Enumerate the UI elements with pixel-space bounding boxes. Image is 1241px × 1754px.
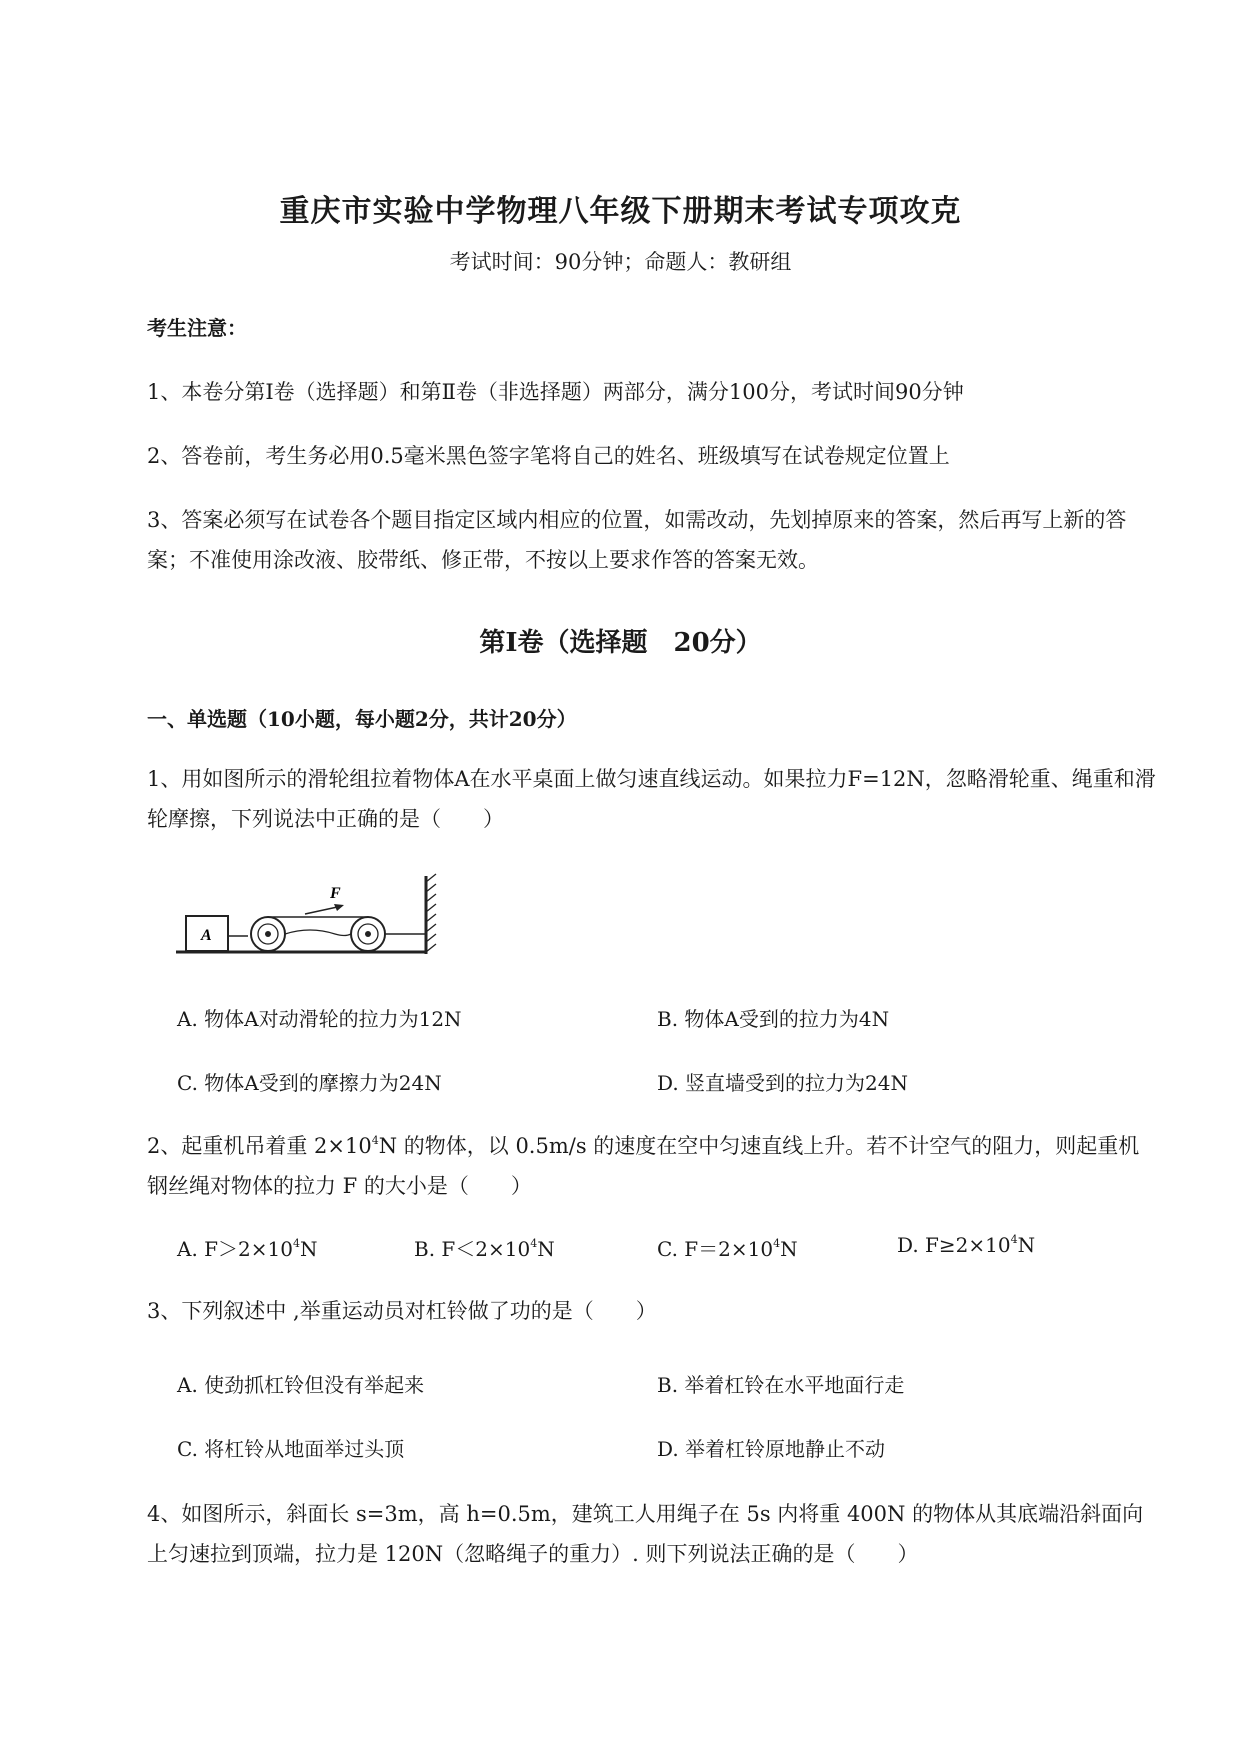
notice-heading: 考生注意： [147,316,247,340]
section-title: 第I卷（选择题 20分） [479,628,762,658]
option-d[interactable]: D. 举着杠铃原地静止不动 [657,1437,886,1461]
option-d[interactable]: D. $F\ge 2\times 10^4N$ [897,1233,1036,1257]
question-1-stem: 1、用如图所示的滑轮组拉着物体A在水平桌面上做匀速直线运动。如果拉力F=12N，忽略滑轮重、绳重和滑轮摩擦，下列说法中正确的是（ ） [147,767,1156,831]
option-c[interactable]: C. $F=2\times 10^4N$ [657,1237,798,1261]
notice-item: 3、答案必须写在试卷各个题目指定区域内相应的位置，如需改动，先划掉原来的答案，然后再写上新的答案；不准使用涂改液、胶带纸、修正带，不按以上要求作答的答案无效。 [147,508,1127,572]
page-title: 重庆市实验中学物理八年级下册期末考试专项攻克 [279,194,962,229]
question-2-stem: 2、起重机吊着重 $2\times 10^4N$ 的物体，以 0.5m/s 的速度在空中匀速直线上升。若不计空气的阻力，则起重机钢丝绳对物体的拉力 F 的大小是（ ） [147,1134,1140,1198]
block-a-label: A [201,927,212,944]
question-group-heading: 一、单选题（10小题，每小题2分，共计20分） [147,707,577,731]
force-label: F [330,885,341,902]
option-a[interactable]: A. 物体A对动滑轮的拉力为12N [177,1007,462,1031]
option-b[interactable]: B. 物体A受到的拉力为4N [657,1007,890,1031]
question-3-stem: 3、下列叙述中 ,举重运动员对杠铃做了功的是（ ） [147,1299,657,1323]
notice-item: 2、答卷前，考生务必用0.5毫米黑色签字笔将自己的姓名、班级填写在试卷规定位置上 [147,444,950,468]
exam-info: 考试时间：90分钟；命题人：教研组 [449,250,792,274]
question-4-stem: 4、如图所示，斜面长 s=3m，高 h=0.5m，建筑工人用绳子在 5s 内将重 400N 的物体从其底端沿斜面向上匀速拉到顶端，拉力是 120N（忽略绳子的重力）. 则下列说法正确的是（ ） [147,1502,1144,1566]
option-c[interactable]: C. 将杠铃从地面举过头顶 [177,1437,405,1461]
option-a[interactable]: A. 使劲抓杠铃但没有举起来 [177,1373,425,1397]
option-c[interactable]: C. 物体A受到的摩擦力为24N [177,1071,442,1095]
option-b[interactable]: B. 举着杠铃在水平地面行走 [657,1373,905,1397]
pulley-diagram [170,868,440,964]
option-b[interactable]: B. $F<2\times 10^4N$ [414,1237,555,1261]
option-d[interactable]: D. 竖直墙受到的拉力为24N [657,1071,908,1095]
notice-item: 1、本卷分第I卷（选择题）和第Ⅱ卷（非选择题）两部分，满分100分，考试时间90分钟 [147,380,964,404]
option-a[interactable]: A. $F>2\times 10^4N$ [177,1237,318,1261]
